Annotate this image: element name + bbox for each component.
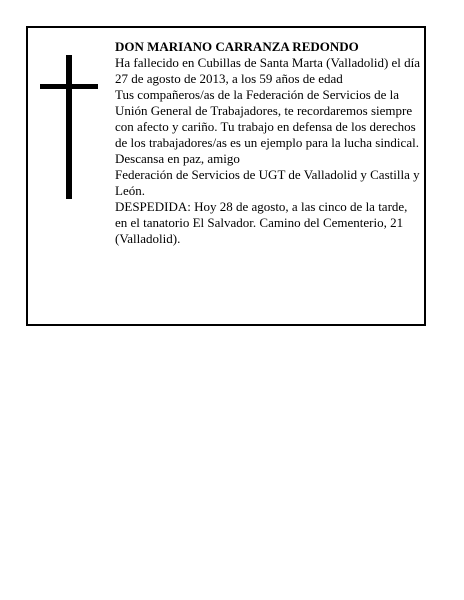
obituary-notice xyxy=(26,26,426,326)
cross-vertical-bar xyxy=(66,55,72,199)
obituary-text xyxy=(115,39,421,247)
farewell-line: Descansa en paz, amigo xyxy=(115,151,240,166)
service-details: DESPEDIDA: Hoy 28 de agosto, a las cinco de la tarde, en el tanatorio El Salvador. Camino del Cementerio, 21 (Valladolid). xyxy=(115,199,408,246)
passing-statement: Ha fallecido en Cubillas de Santa Marta (Valladolid) el día 27 de agosto de 2013, a los 59 años de edad xyxy=(115,55,421,86)
deceased-name: DON MARIANO CARRANZA REDONDO xyxy=(115,39,359,54)
cross-horizontal-bar xyxy=(40,84,98,89)
signature-line: Federación de Servicios de UGT de Valladolid y Castilla y León. xyxy=(115,167,420,198)
tribute-message: Tus compañeros/as de la Federación de Servicios de la Unión General de Trabajadores, te recordaremos siempre con afecto y cariño. Tu trabajo en defensa de los derechos de los trabajadores/as es un ejemplo para la lucha sindical. xyxy=(115,87,419,150)
cross-icon xyxy=(40,55,98,199)
